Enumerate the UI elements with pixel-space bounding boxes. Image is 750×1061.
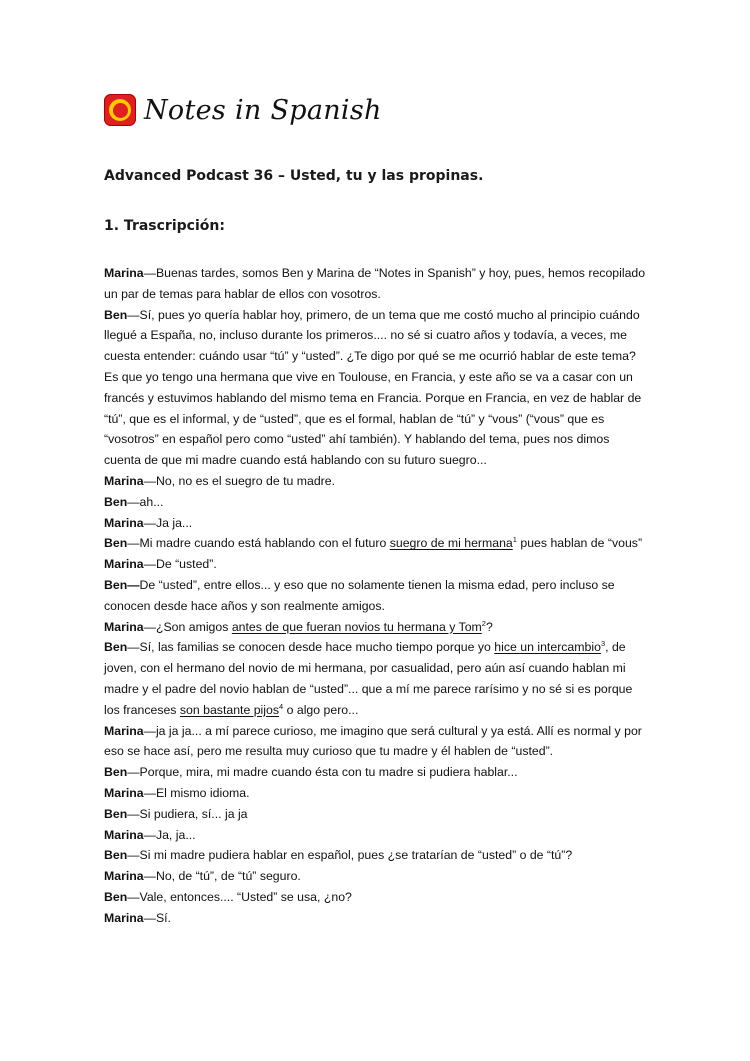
transcript-line: Marina—El mismo idioma. <box>104 785 250 800</box>
speaker-name: Marina <box>104 827 144 842</box>
transcript-line: Ben—Si pudiera, sí... ja ja <box>104 806 248 821</box>
footnote-ref: 2 <box>481 618 486 628</box>
glossary-term: suegro de mi hermana <box>389 536 513 551</box>
speaker-name: Ben <box>104 640 128 655</box>
glossary-term: hice un intercambio <box>494 640 601 655</box>
glossary-term: antes de que fueran novios tu hermana y Tom <box>231 619 482 634</box>
transcript-line: Ben—Mi madre cuando está hablando con el futuro suegro de mi hermana$^1$ pues hablan de “vous” <box>104 535 643 551</box>
glossary-term: son bastante pijos <box>179 702 280 717</box>
speaker-name: Ben <box>104 536 128 551</box>
transcript-line: Marina—Buenas tardes, somos Ben y Marina de “Notes in Spanish” y hoy, pues, hemos recopilado un par de temas para hablar de ellos con vosotros. <box>104 266 646 301</box>
speaker-name: Ben <box>104 765 128 780</box>
speaker-name: Marina <box>104 515 144 530</box>
speaker-name: Marina <box>104 869 144 884</box>
transcript-line: Ben—De “usted”, entre ellos... y eso que no solamente tienen la misma edad, pero incluso se conocen desde hace años y son realmente amigos. <box>104 577 615 613</box>
speaker-name: Marina <box>104 557 144 572</box>
speaker-name: Ben <box>104 889 128 904</box>
section-heading: 1. Trascripción: <box>104 218 225 234</box>
transcript-line: Marina—ja ja ja... a mí parece curioso, me imagino que será cultural y ya está. Allí es normal y por eso se hace así, pero me resulta muy curioso que tu madre y él hablen de “usted”. <box>104 723 642 759</box>
transcript-line: Marina—Sí. <box>104 910 171 925</box>
footnote-ref: 1 <box>512 535 517 545</box>
transcript-line: Ben—Sí, pues yo quería hablar hoy, primero, de un tema que me costó mucho al principio cuándo llegué a España, no, incluso durante los primeros.... no sé si cuatro años y todavía, a veces, me cuesta entender: cuándo usar “tú” y “usted”. ¿Te digo por qué se me ocurrió hablar de este tema? Es que yo tengo una hermana que vive en Toulouse, en Francia, y este año se va a casar con un francés y estuvimos hablando del mismo tema en Francia. Porque en Francia, en vez de hablar de “tú”, que es el informal, y de “usted”, que es el formal, hablan de “tú” y “vous” (“vous” que es “vosotros” en español pero como “usted” ahí también). Y hablando del tema, pues nos dimos cuenta de que mi madre cuando está hablando con su futuro suegro... <box>104 307 642 468</box>
transcript-line: Ben—Vale, entonces.... “Usted” se usa, ¿no? <box>104 889 352 904</box>
record-icon <box>104 94 136 126</box>
speaker-name: Ben <box>104 307 128 322</box>
footnote-ref: 3 <box>600 639 606 649</box>
transcript-line: Ben—ah... <box>104 494 164 509</box>
speaker-name: Marina <box>104 785 144 800</box>
speaker-name: Marina <box>104 266 144 280</box>
transcript-line: Ben—Si mi madre pudiera hablar en español, pues ¿se tratarían de “usted” o de “tú”? <box>104 848 573 863</box>
logo-text: Notes in Spanish <box>144 94 382 126</box>
page-title: Advanced Podcast 36 – Usted, tu y las propinas. <box>104 168 484 184</box>
speaker-name: Marina <box>104 910 144 925</box>
transcript-line: Marina—¿Son amigos antes de que fueran novios tu hermana y Tom$^2$? <box>104 618 493 634</box>
logo <box>104 94 382 126</box>
speaker-name: Marina <box>104 723 144 738</box>
footnote-ref: 4 <box>279 701 284 711</box>
speaker-name: Ben <box>104 848 128 863</box>
transcript-line: Marina—No, de “tú”, de “tú” seguro. <box>104 869 301 884</box>
transcript-line: Marina—De “usted”. <box>104 557 217 572</box>
transcript-line: Marina—Ja, ja... <box>104 827 196 842</box>
speaker-name: Marina <box>104 473 144 488</box>
speaker-name: Marina <box>104 619 144 634</box>
speaker-name: Ben <box>104 577 128 592</box>
transcript-line: Marina—No, no es el suegro de tu madre. <box>104 473 336 488</box>
transcript-line: Ben—Porque, mira, mi madre cuando ésta con tu madre si pudiera hablar... <box>104 765 518 780</box>
transcript-line: Marina—Ja ja... <box>104 515 193 530</box>
transcript-line: Ben—Sí, las familias se conocen desde hace mucho tiempo porque yo hice un intercambio$^3$, de joven, con el hermano del novio de mi hermana, por casualidad, pero aún así cuando hablan mi madre y el padre del novio hablan de “usted”... que a mí me parece rarísimo y no sé si es porque los franceses son bastante pijos$^4$ o algo pero... <box>104 639 633 717</box>
speaker-name: Ben <box>104 806 128 821</box>
speaker-name: Ben <box>104 494 128 509</box>
transcript <box>104 263 649 929</box>
